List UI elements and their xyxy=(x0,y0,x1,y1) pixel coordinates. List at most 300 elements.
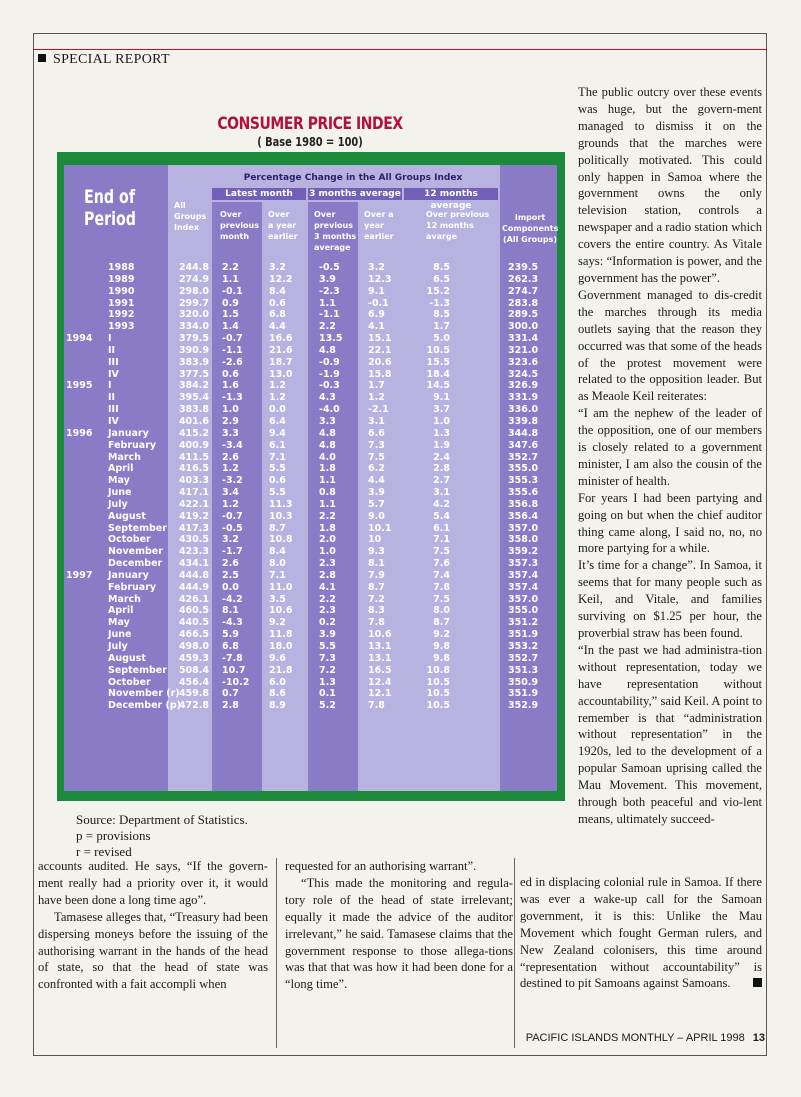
cell-over-prev-12-months: -1.3 xyxy=(429,297,450,309)
table-row xyxy=(64,523,557,535)
cell-over-year-earlier-avg: 9.3 xyxy=(368,546,385,558)
cell-over-prev-month: -1.7 xyxy=(222,546,243,558)
cell-over-year-earlier: 21.6 xyxy=(269,344,293,356)
cell-all-groups-index: 401.6 xyxy=(178,415,209,427)
cell-over-prev-month: 1.5 xyxy=(222,309,239,321)
cell-over-year-earlier-avg: 8.7 xyxy=(368,581,385,593)
table-row xyxy=(64,534,557,546)
cell-over-prev-12-months: 5.0 xyxy=(433,333,450,345)
column-divider xyxy=(514,858,515,1048)
table-row xyxy=(64,475,557,487)
table-row xyxy=(64,629,557,641)
cell-all-groups-index: 423.3 xyxy=(178,546,209,558)
table-subtitle: ( Base 1980 = 100) xyxy=(257,135,363,149)
table-row xyxy=(64,286,557,298)
cell-period: May xyxy=(108,617,130,629)
cell-over-prev-month: 6.8 xyxy=(222,641,239,652)
cell-import-components: 274.7 xyxy=(508,285,539,297)
cell-over-prev-3-months: 1.1 xyxy=(319,297,336,309)
cell-over-prev-month: 0.0 xyxy=(222,581,239,593)
cell-all-groups-index: 400.9 xyxy=(178,439,209,451)
cell-over-prev-3-months: 4.1 xyxy=(319,581,336,593)
cell-over-year-earlier-avg: 9.1 xyxy=(368,285,385,297)
cell-period: II xyxy=(108,392,116,404)
cell-period: August xyxy=(108,652,146,664)
cell-period: December (p) xyxy=(108,700,182,712)
cell-import-components: 339.8 xyxy=(508,415,539,427)
cell-all-groups-index: 430.5 xyxy=(178,534,209,546)
cell-all-groups-index: 460.5 xyxy=(178,605,209,617)
cell-all-groups-index: 416.5 xyxy=(178,463,209,475)
cell-period: September xyxy=(108,664,167,676)
cell-over-prev-12-months: 7.5 xyxy=(433,546,450,558)
cell-period: March xyxy=(108,451,141,463)
pct-change-header: Percentage Change in the All Groups Index xyxy=(212,172,494,185)
cell-import-components: 331.9 xyxy=(508,392,539,404)
cell-over-prev-3-months: -0.9 xyxy=(319,356,340,368)
cell-import-components: 324.5 xyxy=(508,368,539,380)
cell-all-groups-index: 417.3 xyxy=(178,522,209,534)
end-of-period-header: End of Period xyxy=(84,186,137,230)
cell-over-prev-month: -0.7 xyxy=(222,510,243,522)
cell-over-prev-month: 1.0 xyxy=(222,404,239,416)
cell-period: 1990 xyxy=(108,285,135,297)
cell-over-year-earlier: 8.4 xyxy=(269,285,286,297)
table-row xyxy=(64,511,557,523)
cell-import-components: 347.6 xyxy=(508,439,539,451)
cell-period: November xyxy=(108,546,163,558)
cell-over-prev-month: 3.2 xyxy=(222,534,239,546)
cell-import-components: 326.9 xyxy=(508,380,539,392)
table-row xyxy=(64,404,557,416)
paragraph: Tamasese alleges that, “Treasury had been dispersing moneys before the issuing of the authorising warrant in the hands of the head of state, so that the head of state was confronted with a fait accompli when xyxy=(38,909,268,992)
cell-over-prev-12-months: 10.5 xyxy=(426,676,450,688)
cell-all-groups-index: 434.1 xyxy=(178,558,209,570)
cell-over-prev-month: 5.9 xyxy=(222,629,239,641)
import-components-header: Import Components (All Groups) xyxy=(502,213,559,244)
cell-import-components: 359.2 xyxy=(508,546,539,558)
cell-over-prev-month: 1.1 xyxy=(222,273,239,285)
table-row xyxy=(64,369,557,381)
paragraph: ed in displacing colonial rule in Samoa. If there was ever a wake-up call for the Samoan government, it is this: Unlike the Mau Movement which fought German rulers, and New Zealand colonisers, this time around “representation without accountability” is destined to pit Samoans against Samoans. xyxy=(520,875,762,991)
cell-over-year-earlier-avg: 6.2 xyxy=(368,463,385,475)
cell-over-prev-3-months: 4.8 xyxy=(319,439,336,451)
cell-over-year-earlier: 11.3 xyxy=(269,498,293,510)
cell-import-components: 355.6 xyxy=(508,487,539,499)
cell-over-prev-month: -0.7 xyxy=(222,333,243,345)
table-row xyxy=(64,345,557,357)
cell-over-prev-12-months: 3.1 xyxy=(433,487,450,499)
cell-over-prev-3-months: 1.1 xyxy=(319,475,336,487)
table-row xyxy=(64,416,557,428)
paragraph: accounts audited. He says, “If the govern-ment really had a priority over it, it would have been done a long time ago”. xyxy=(38,859,268,907)
cell-over-prev-12-months: 7.1 xyxy=(433,534,450,546)
cell-all-groups-index: 444.8 xyxy=(178,569,209,581)
cell-over-prev-month: 2.2 xyxy=(222,262,239,273)
cell-over-year-earlier-avg: 1.7 xyxy=(368,380,385,392)
cell-over-year-earlier: 8.0 xyxy=(269,558,286,570)
cell-period: February xyxy=(108,439,157,451)
table-row xyxy=(64,309,557,321)
cell-all-groups-index: 508.4 xyxy=(178,664,209,676)
cell-import-components: 357.0 xyxy=(508,522,539,534)
article-column-right-continued xyxy=(520,874,762,992)
table-title: CONSUMER PRICE INDEX xyxy=(217,114,403,134)
cell-over-prev-12-months: 2.4 xyxy=(433,451,450,463)
cell-over-year-earlier: 1.2 xyxy=(269,380,286,392)
cell-over-prev-12-months: 8.5 xyxy=(433,309,450,321)
cell-over-year-earlier-avg: 4.1 xyxy=(368,321,385,333)
col-head-prev-month: Over previous month xyxy=(220,210,260,241)
cell-over-prev-month: 2.5 xyxy=(222,569,239,581)
cell-over-prev-3-months: 2.0 xyxy=(319,534,336,546)
article-column-right xyxy=(578,84,762,828)
cell-over-prev-12-months: 6.1 xyxy=(433,522,450,534)
cell-over-prev-month: -2.6 xyxy=(222,356,243,368)
table-body xyxy=(64,262,557,712)
cell-over-prev-12-months: 3.7 xyxy=(433,404,450,416)
table-row xyxy=(64,380,557,392)
cell-all-groups-index: 320.0 xyxy=(178,309,209,321)
cell-over-year-earlier-avg: 12.4 xyxy=(368,676,392,688)
cell-import-components: 350.9 xyxy=(508,676,539,688)
paragraph: Government managed to dis-credit the marches through its media outlets saying that the reason they occurred was that some of the heads of the protest movement were related to the opposition leader. But as Meaole Keil reiterates: xyxy=(578,287,762,404)
cell-import-components: 321.0 xyxy=(508,344,539,356)
cell-over-year-earlier: 10.8 xyxy=(269,534,293,546)
cell-import-components: 357.3 xyxy=(508,558,539,570)
cell-over-year-earlier-avg: 22.1 xyxy=(368,344,392,356)
cell-import-components: 351.9 xyxy=(508,688,539,700)
cell-all-groups-index: 274.9 xyxy=(178,273,209,285)
table-row xyxy=(64,274,557,286)
paragraph: requested for an authorising warrant”. xyxy=(285,859,477,873)
cell-period: June xyxy=(108,629,132,641)
table-row xyxy=(64,333,557,345)
cell-over-year-earlier: 18.7 xyxy=(269,356,293,368)
cell-import-components: 356.8 xyxy=(508,498,539,510)
cell-over-year-earlier: 9.2 xyxy=(269,617,286,629)
cell-over-year-earlier-avg: 16.5 xyxy=(368,664,392,676)
cell-over-prev-12-months: 1.3 xyxy=(433,427,450,439)
cell-over-prev-3-months: -0.3 xyxy=(319,380,340,392)
cell-over-prev-month: 1.4 xyxy=(222,321,239,333)
cell-year: 1997 xyxy=(66,569,93,581)
table-row xyxy=(64,452,557,464)
table-row xyxy=(64,665,557,677)
cell-all-groups-index: 466.5 xyxy=(178,629,209,641)
cell-over-year-earlier-avg: 5.7 xyxy=(368,498,385,510)
cell-import-components: 358.0 xyxy=(508,534,539,546)
paragraph: “I am the nephew of the leader of the opposition, one of our members is closely related to a government minister, I am also the cousin of the minister of health. xyxy=(578,406,762,488)
cell-over-prev-month: -4.2 xyxy=(222,593,243,605)
cell-over-year-earlier: 0.6 xyxy=(269,475,286,487)
cell-over-year-earlier: 8.7 xyxy=(269,522,286,534)
cell-over-year-earlier: 9.4 xyxy=(269,427,286,439)
cell-all-groups-index: 379.5 xyxy=(178,333,209,345)
cell-over-prev-12-months: 15.2 xyxy=(426,285,450,297)
cell-over-prev-12-months: 8.0 xyxy=(433,605,450,617)
cell-period: June xyxy=(108,487,132,499)
cell-over-year-earlier-avg: 15.8 xyxy=(368,368,392,380)
cell-over-year-earlier-avg: 6.6 xyxy=(368,427,385,439)
cell-over-prev-3-months: 3.3 xyxy=(319,415,336,427)
cell-over-year-earlier-avg: 1.2 xyxy=(368,392,385,404)
cell-over-year-earlier: 18.0 xyxy=(269,641,293,652)
cell-year: 1995 xyxy=(66,380,93,392)
cell-over-prev-3-months: 1.3 xyxy=(319,676,336,688)
cell-import-components: 351.9 xyxy=(508,629,539,641)
article-column-left xyxy=(38,858,268,993)
note-provisional: p = provisions xyxy=(76,828,151,843)
cell-over-prev-3-months: 3.9 xyxy=(319,629,336,641)
table-row xyxy=(64,677,557,689)
cell-period: September xyxy=(108,522,167,534)
cell-over-prev-12-months: 8.7 xyxy=(433,617,450,629)
cell-all-groups-index: 377.5 xyxy=(178,368,209,380)
cell-over-prev-12-months: 18.4 xyxy=(426,368,450,380)
cell-over-prev-12-months: 9.2 xyxy=(433,629,450,641)
cell-all-groups-index: 417.1 xyxy=(178,487,209,499)
cell-period: 1988 xyxy=(108,262,135,273)
cell-period: January xyxy=(108,569,149,581)
cell-year: 1994 xyxy=(66,333,93,345)
cell-over-prev-month: 0.7 xyxy=(222,688,239,700)
cell-over-prev-3-months: 2.2 xyxy=(319,510,336,522)
cell-over-prev-month: 2.8 xyxy=(222,700,239,712)
cell-period: IV xyxy=(108,368,119,380)
cell-over-prev-12-months: 5.4 xyxy=(433,510,450,522)
all-groups-header: All Groups Index xyxy=(174,201,207,232)
cell-over-prev-12-months: 1.7 xyxy=(433,321,450,333)
paragraph: “This made the monitoring and regula-tory role of the head of state irrelevant; equally it made the advice of the auditor irrelevant,” he said. Tamasese claims that the government response to those allega-tions was that that was how it had been done for a “long time”. xyxy=(285,875,513,992)
cell-period: December xyxy=(108,558,163,570)
table-row xyxy=(64,440,557,452)
cell-over-year-earlier: 1.2 xyxy=(269,392,286,404)
table-row xyxy=(64,653,557,665)
cell-over-year-earlier: 7.1 xyxy=(269,451,286,463)
cell-over-prev-3-months: 2.8 xyxy=(319,569,336,581)
cell-over-prev-12-months: 8.5 xyxy=(433,262,450,273)
cell-over-year-earlier: 0.0 xyxy=(269,404,286,416)
cell-over-year-earlier-avg: 7.8 xyxy=(368,617,385,629)
publication-name: PACIFIC ISLANDS MONTHLY – APRIL 1998 xyxy=(525,1032,745,1044)
cell-over-prev-3-months: 1.8 xyxy=(319,463,336,475)
cell-period: February xyxy=(108,581,157,593)
cell-import-components: 344.8 xyxy=(508,427,539,439)
cell-over-prev-12-months: 7.4 xyxy=(433,569,450,581)
cell-over-prev-3-months: 7.3 xyxy=(319,652,336,664)
cell-over-prev-month: -3.4 xyxy=(222,439,243,451)
cell-over-year-earlier-avg: 7.5 xyxy=(368,451,385,463)
cell-over-prev-12-months: 7.5 xyxy=(433,593,450,605)
cell-over-prev-3-months: 2.2 xyxy=(319,321,336,333)
cell-over-year-earlier-avg: 6.9 xyxy=(368,309,385,321)
table-row xyxy=(64,428,557,440)
cell-over-prev-3-months: 4.8 xyxy=(319,427,336,439)
cell-over-prev-month: -7.8 xyxy=(222,652,243,664)
cell-all-groups-index: 459.8 xyxy=(178,688,209,700)
cell-over-prev-12-months: 15.5 xyxy=(426,356,450,368)
cell-over-year-earlier: 0.6 xyxy=(269,297,286,309)
cell-period: II xyxy=(108,344,116,356)
cell-over-year-earlier-avg: 12.1 xyxy=(368,688,392,700)
cell-over-prev-12-months: 7.6 xyxy=(433,558,450,570)
cell-over-year-earlier: 8.4 xyxy=(269,546,286,558)
cell-over-prev-12-months: 10.5 xyxy=(426,700,450,712)
cell-over-prev-12-months: 7.8 xyxy=(433,581,450,593)
cell-over-prev-3-months: 3.9 xyxy=(319,273,336,285)
cell-over-prev-12-months: 10.5 xyxy=(426,688,450,700)
cell-over-prev-3-months: -0.5 xyxy=(319,262,340,273)
cell-all-groups-index: 498.0 xyxy=(178,641,209,652)
cell-period: 1991 xyxy=(108,297,135,309)
cell-over-year-earlier-avg: 8.1 xyxy=(368,558,385,570)
cell-over-prev-month: -3.2 xyxy=(222,475,243,487)
cell-period: March xyxy=(108,593,141,605)
cell-over-year-earlier: 11.0 xyxy=(269,581,293,593)
page-footer xyxy=(526,1032,765,1044)
table-row xyxy=(64,558,557,570)
cell-over-prev-3-months: -1.1 xyxy=(319,309,340,321)
cell-all-groups-index: 383.9 xyxy=(178,356,209,368)
cell-over-year-earlier: 6.1 xyxy=(269,439,286,451)
cell-over-prev-month: 3.4 xyxy=(222,487,239,499)
end-mark-icon xyxy=(753,978,762,987)
table-row xyxy=(64,605,557,617)
cell-over-prev-12-months: 1.9 xyxy=(433,439,450,451)
cell-over-year-earlier: 10.6 xyxy=(269,605,293,617)
cell-over-year-earlier-avg: 7.9 xyxy=(368,569,385,581)
cell-over-prev-month: 10.7 xyxy=(222,664,246,676)
column-divider xyxy=(276,858,277,1048)
cell-import-components: 300.0 xyxy=(508,321,539,333)
col-head-prev-12-months: Over previous 12 months avarge xyxy=(426,210,490,241)
cell-period: I xyxy=(108,333,112,345)
cell-all-groups-index: 444.9 xyxy=(178,581,209,593)
cell-over-year-earlier-avg: 3.1 xyxy=(368,415,385,427)
table-source xyxy=(76,812,248,860)
cell-import-components: 239.5 xyxy=(508,262,539,273)
cell-over-prev-month: 2.6 xyxy=(222,558,239,570)
cell-over-prev-12-months: 14.5 xyxy=(426,380,450,392)
cell-over-prev-3-months: 4.3 xyxy=(319,392,336,404)
cell-all-groups-index: 426.1 xyxy=(178,593,209,605)
cell-all-groups-index: 383.8 xyxy=(178,404,209,416)
cell-over-prev-month: 1.6 xyxy=(222,380,239,392)
cell-over-year-earlier-avg: 15.1 xyxy=(368,333,392,345)
cell-period: July xyxy=(108,641,128,652)
paragraph: “In the past we had administra-tion without representation, today we have representation without accountability,” said Keil. A point to remember is that “administration without representation” in the 1920s, led to the development of a popular Samoan uprising called the Mau Movement. This movement, through both peaceful and vio-lent means, ultimately succeed- xyxy=(578,642,762,826)
cell-over-prev-month: 0.6 xyxy=(222,368,239,380)
cell-period: August xyxy=(108,510,146,522)
table-row xyxy=(64,582,557,594)
cell-import-components: 355.3 xyxy=(508,475,539,487)
table-row xyxy=(64,546,557,558)
cell-over-year-earlier-avg: 8.3 xyxy=(368,605,385,617)
table-row xyxy=(64,298,557,310)
table-row xyxy=(64,594,557,606)
cell-over-year-earlier: 3.2 xyxy=(269,262,286,273)
cell-import-components: 355.0 xyxy=(508,605,539,617)
cell-over-prev-month: 1.2 xyxy=(222,498,239,510)
cell-over-year-earlier-avg: -2.1 xyxy=(368,404,389,416)
cell-over-year-earlier: 6.0 xyxy=(269,676,286,688)
cell-over-year-earlier-avg: 3.9 xyxy=(368,487,385,499)
cell-over-year-earlier: 3.5 xyxy=(269,593,286,605)
header-rule xyxy=(33,49,767,50)
section-header xyxy=(38,52,170,68)
cell-over-prev-3-months: 7.2 xyxy=(319,664,336,676)
cell-over-year-earlier: 10.3 xyxy=(269,510,293,522)
cell-over-prev-3-months: 13.5 xyxy=(319,333,343,345)
cell-over-year-earlier: 8.9 xyxy=(269,700,286,712)
cell-over-year-earlier-avg: 7.3 xyxy=(368,439,385,451)
cell-over-prev-month: 2.9 xyxy=(222,415,239,427)
table-row xyxy=(64,499,557,511)
cell-import-components: 351.2 xyxy=(508,617,539,629)
cell-over-prev-3-months: 0.2 xyxy=(319,617,336,629)
table-row xyxy=(64,617,557,629)
cell-import-components: 352.9 xyxy=(508,700,539,712)
cell-import-components: 353.2 xyxy=(508,641,539,652)
cell-over-prev-12-months: 4.2 xyxy=(433,498,450,510)
cell-over-prev-month: -1.1 xyxy=(222,344,243,356)
cell-over-year-earlier: 7.1 xyxy=(269,569,286,581)
cell-over-prev-month: -0.1 xyxy=(222,285,243,297)
cell-all-groups-index: 440.5 xyxy=(178,617,209,629)
cell-over-prev-12-months: 1.0 xyxy=(433,415,450,427)
cell-over-prev-3-months: 2.3 xyxy=(319,558,336,570)
cell-over-year-earlier: 13.0 xyxy=(269,368,293,380)
cell-all-groups-index: 298.0 xyxy=(178,285,209,297)
cell-over-prev-3-months: -1.9 xyxy=(319,368,340,380)
cell-over-prev-month: 1.2 xyxy=(222,463,239,475)
cell-over-year-earlier: 4.4 xyxy=(269,321,286,333)
cell-all-groups-index: 403.3 xyxy=(178,475,209,487)
cell-over-year-earlier-avg: 12.3 xyxy=(368,273,392,285)
cell-over-prev-12-months: 2.7 xyxy=(433,475,450,487)
cell-over-prev-3-months: 2.3 xyxy=(319,605,336,617)
cell-over-prev-month: 8.1 xyxy=(222,605,239,617)
cell-period: 1989 xyxy=(108,273,135,285)
cell-import-components: 283.8 xyxy=(508,297,539,309)
cell-all-groups-index: 472.8 xyxy=(178,700,209,712)
cell-over-year-earlier: 6.8 xyxy=(269,309,286,321)
cell-all-groups-index: 395.4 xyxy=(178,392,209,404)
page-number: 13 xyxy=(752,1032,765,1044)
cell-over-prev-3-months: 1.1 xyxy=(319,498,336,510)
cell-over-prev-12-months: 9.1 xyxy=(433,392,450,404)
cell-period: I xyxy=(108,380,112,392)
cell-over-year-earlier-avg: 20.6 xyxy=(368,356,392,368)
table-row xyxy=(64,641,557,653)
cell-import-components: 357.0 xyxy=(508,593,539,605)
cell-over-year-earlier-avg: -0.1 xyxy=(368,297,389,309)
cell-period: May xyxy=(108,475,130,487)
cell-over-prev-3-months: 5.2 xyxy=(319,700,336,712)
cell-over-prev-3-months: 4.0 xyxy=(319,451,336,463)
cell-import-components: 355.0 xyxy=(508,463,539,475)
col-head-prev-3-months: Over previous 3 months average xyxy=(314,210,357,252)
cell-import-components: 351.3 xyxy=(508,664,539,676)
cell-over-prev-month: 0.9 xyxy=(222,297,239,309)
cell-over-year-earlier: 21.8 xyxy=(269,664,293,676)
cell-over-year-earlier-avg: 9.0 xyxy=(368,510,385,522)
table-row xyxy=(64,392,557,404)
cell-over-prev-12-months: 10.8 xyxy=(426,664,450,676)
cell-over-prev-3-months: 5.5 xyxy=(319,641,336,652)
cell-over-prev-month: -10.2 xyxy=(222,676,250,688)
